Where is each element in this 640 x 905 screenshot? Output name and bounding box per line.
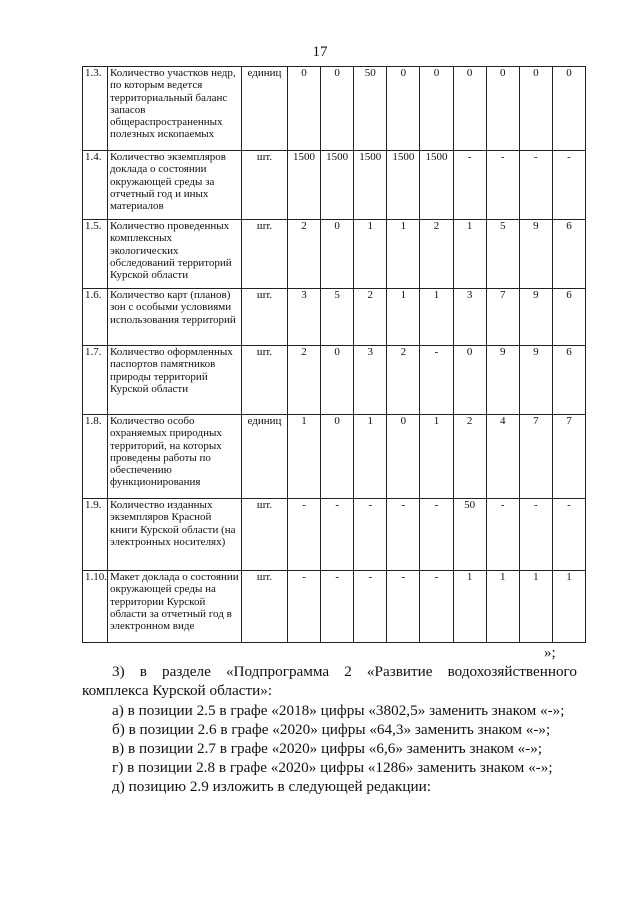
value-cell: 3	[354, 346, 387, 415]
table-row	[83, 415, 586, 499]
row-number: 1.5.	[83, 220, 108, 289]
value-cell: -	[453, 151, 486, 220]
value-cell: 0	[519, 67, 552, 151]
value-cell: 1500	[354, 151, 387, 220]
value-cell: 1	[420, 289, 453, 346]
value-cell: -	[354, 571, 387, 643]
value-cell: 9	[519, 289, 552, 346]
value-cell: 1500	[321, 151, 354, 220]
value-cell: 9	[486, 346, 519, 415]
value-cell: 1	[288, 415, 321, 499]
value-cell: -	[387, 571, 420, 643]
table-row	[83, 499, 586, 571]
unit-cell: шт.	[242, 571, 288, 643]
table-row	[83, 289, 586, 346]
value-cell: 6	[552, 346, 585, 415]
value-cell: 9	[519, 346, 552, 415]
table-row	[83, 220, 586, 289]
table-row	[83, 346, 586, 415]
value-cell: -	[354, 499, 387, 571]
value-cell: -	[420, 346, 453, 415]
value-cell: 0	[453, 67, 486, 151]
indicator-name: Количество карт (планов) зон с особыми условиями использования территорий	[108, 289, 242, 346]
value-cell: 9	[519, 220, 552, 289]
row-number: 1.7.	[83, 346, 108, 415]
value-cell: 1	[453, 220, 486, 289]
value-cell: 1500	[387, 151, 420, 220]
value-cell: 5	[321, 289, 354, 346]
value-cell: 2	[354, 289, 387, 346]
value-cell: 2	[387, 346, 420, 415]
value-cell: 0	[453, 346, 486, 415]
value-cell: 1	[486, 571, 519, 643]
value-cell: 2	[453, 415, 486, 499]
value-cell: 0	[552, 67, 585, 151]
value-cell: -	[288, 571, 321, 643]
row-number: 1.10.	[83, 571, 108, 643]
value-cell: -	[321, 571, 354, 643]
value-cell: -	[387, 499, 420, 571]
value-cell: 7	[552, 415, 585, 499]
value-cell: 1	[354, 415, 387, 499]
value-cell: 1500	[288, 151, 321, 220]
row-number: 1.3.	[83, 67, 108, 151]
value-cell: 7	[486, 289, 519, 346]
value-cell: 1	[387, 220, 420, 289]
value-cell: 1500	[420, 151, 453, 220]
unit-cell: шт.	[242, 346, 288, 415]
page-number: 17	[312, 44, 328, 60]
value-cell: 6	[552, 220, 585, 289]
value-cell: 3	[288, 289, 321, 346]
indicator-name: Количество экземпляров доклада о состоянии окружающей среды за отчетный год и иных материалов	[108, 151, 242, 220]
value-cell: 1	[387, 289, 420, 346]
table-row	[83, 151, 586, 220]
value-cell: -	[552, 151, 585, 220]
value-cell: 0	[321, 67, 354, 151]
value-cell: 7	[519, 415, 552, 499]
indicator-name: Количество изданных экземпляров Красной книги Курской области (на электронных носителях)	[108, 499, 242, 571]
value-cell: 50	[453, 499, 486, 571]
unit-cell: шт.	[242, 220, 288, 289]
value-cell: 3	[453, 289, 486, 346]
indicator-name: Количество оформленных паспортов памятников природы территорий Курской области	[108, 346, 242, 415]
row-number: 1.8.	[83, 415, 108, 499]
value-cell: -	[519, 151, 552, 220]
value-cell: 1	[354, 220, 387, 289]
unit-cell: шт.	[242, 151, 288, 220]
unit-cell: единиц	[242, 415, 288, 499]
table-row	[83, 571, 586, 643]
value-cell: -	[321, 499, 354, 571]
amendment-item: б) в позиции 2.6 в графе «2020» цифры «64,3» заменить знаком «-»;	[112, 721, 551, 738]
value-cell: 0	[321, 415, 354, 499]
value-cell: -	[420, 499, 453, 571]
value-cell: -	[420, 571, 453, 643]
indicator-name: Количество особо охраняемых природных территорий, на которых проведены работы по обеспечению функционирования	[108, 415, 242, 499]
unit-cell: единиц	[242, 67, 288, 151]
value-cell: 0	[288, 67, 321, 151]
value-cell: 50	[354, 67, 387, 151]
value-cell: 0	[321, 220, 354, 289]
amendment-item: г) в позиции 2.8 в графе «2020» цифры «1286» заменить знаком «-»;	[112, 759, 553, 776]
value-cell: 2	[288, 346, 321, 415]
value-cell: 2	[420, 220, 453, 289]
row-number: 1.6.	[83, 289, 108, 346]
value-cell: 1	[519, 571, 552, 643]
value-cell: 1	[420, 415, 453, 499]
value-cell: 0	[387, 67, 420, 151]
value-cell: 1	[453, 571, 486, 643]
indicators-table	[82, 66, 586, 643]
closing-quote: »;	[544, 645, 556, 661]
unit-cell: шт.	[242, 289, 288, 346]
row-number: 1.9.	[83, 499, 108, 571]
value-cell: 5	[486, 220, 519, 289]
value-cell: 0	[486, 67, 519, 151]
value-cell: -	[288, 499, 321, 571]
value-cell: -	[519, 499, 552, 571]
value-cell: 0	[420, 67, 453, 151]
amendment-item: а) в позиции 2.5 в графе «2018» цифры «3802,5» заменить знаком «-»;	[112, 702, 565, 719]
unit-cell: шт.	[242, 499, 288, 571]
indicator-name: Макет доклада о состоянии окружающей среды на территории Курской области за отчетный год в электронном виде	[108, 571, 242, 643]
value-cell: 2	[288, 220, 321, 289]
section-intro: 3) в разделе «Подпрограмма 2 «Развитие водохозяйственного комплекса Курской области»:	[82, 663, 577, 699]
value-cell: 0	[321, 346, 354, 415]
value-cell: -	[486, 499, 519, 571]
value-cell: 4	[486, 415, 519, 499]
value-cell: -	[552, 499, 585, 571]
value-cell: 6	[552, 289, 585, 346]
value-cell: -	[486, 151, 519, 220]
amendment-item: д) позицию 2.9 изложить в следующей редакции:	[112, 778, 431, 795]
amendment-item: в) в позиции 2.7 в графе «2020» цифры «6,6» заменить знаком «-»;	[112, 740, 543, 757]
row-number: 1.4.	[83, 151, 108, 220]
value-cell: 0	[387, 415, 420, 499]
indicator-name: Количество участков недр, по которым ведется территориальный баланс запасов общераспространенных полезных ископаемых	[108, 67, 242, 151]
value-cell: 1	[552, 571, 585, 643]
indicator-name: Количество проведенных комплексных экологических обследований территорий Курской области	[108, 220, 242, 289]
table-row	[83, 67, 586, 151]
